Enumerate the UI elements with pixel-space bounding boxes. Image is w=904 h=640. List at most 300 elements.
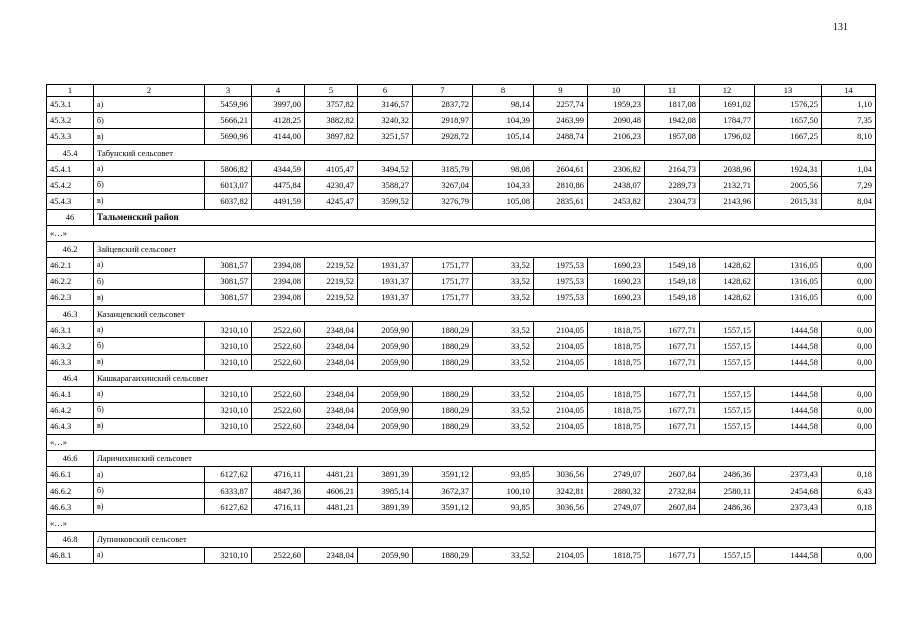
value-cell: 2522,60 bbox=[252, 402, 305, 418]
row-label: в) bbox=[94, 354, 205, 370]
value-cell: 33,52 bbox=[473, 290, 534, 306]
value-cell: 1549,18 bbox=[645, 290, 700, 306]
value-cell: 2348,04 bbox=[305, 547, 358, 563]
value-cell: 2164,73 bbox=[645, 161, 700, 177]
value-cell: 4344,59 bbox=[252, 161, 305, 177]
value-cell: 1818,75 bbox=[588, 547, 645, 563]
value-cell: 1677,71 bbox=[645, 386, 700, 402]
value-cell: 6013,07 bbox=[205, 177, 252, 193]
value-cell: 3891,39 bbox=[358, 467, 413, 483]
value-cell: 1677,71 bbox=[645, 547, 700, 563]
value-cell: 3210,10 bbox=[205, 547, 252, 563]
value-cell: 1880,29 bbox=[413, 402, 473, 418]
value-cell: 0,00 bbox=[822, 322, 876, 338]
value-cell: 2488,74 bbox=[534, 129, 588, 145]
row-label: б) bbox=[94, 177, 205, 193]
value-cell: 0,00 bbox=[822, 418, 876, 434]
column-number-header: 14 bbox=[822, 85, 876, 97]
value-cell: 1796,02 bbox=[700, 129, 755, 145]
value-cell: 1444,58 bbox=[755, 322, 822, 338]
value-cell: 93,85 bbox=[473, 499, 534, 515]
value-cell: 1316,05 bbox=[755, 290, 822, 306]
row-label: б) bbox=[94, 113, 205, 129]
value-cell: 1817,08 bbox=[645, 97, 700, 113]
value-cell: 1444,58 bbox=[755, 402, 822, 418]
value-cell: 3251,57 bbox=[358, 129, 413, 145]
value-cell: 1931,37 bbox=[358, 290, 413, 306]
value-cell: 2257,74 bbox=[534, 97, 588, 113]
row-label: в) bbox=[94, 290, 205, 306]
value-cell: 2348,04 bbox=[305, 386, 358, 402]
value-cell: 2219,52 bbox=[305, 257, 358, 273]
value-cell: 3146,57 bbox=[358, 97, 413, 113]
column-number-header: 13 bbox=[755, 85, 822, 97]
value-cell: 6127,62 bbox=[205, 499, 252, 515]
value-cell: 6127,62 bbox=[205, 467, 252, 483]
value-cell: 2104,05 bbox=[534, 386, 588, 402]
header-row bbox=[47, 85, 876, 97]
value-cell: 1657,50 bbox=[755, 113, 822, 129]
value-cell: 8,10 bbox=[822, 129, 876, 145]
value-cell: 4481,21 bbox=[305, 467, 358, 483]
district-row bbox=[47, 209, 876, 225]
value-cell: 4475,84 bbox=[252, 177, 305, 193]
omission-mark: «…» bbox=[47, 434, 876, 450]
section-title: Зайцевский сельсовет bbox=[94, 241, 876, 257]
value-cell: 1942,08 bbox=[645, 113, 700, 129]
value-cell: 2522,60 bbox=[252, 354, 305, 370]
row-code: 45.3.2 bbox=[47, 113, 94, 129]
row-code: 46.6.1 bbox=[47, 467, 94, 483]
value-cell: 1818,75 bbox=[588, 402, 645, 418]
row-label: а) bbox=[94, 257, 205, 273]
table-row bbox=[47, 274, 876, 290]
value-cell: 4105,47 bbox=[305, 161, 358, 177]
value-cell: 2880,32 bbox=[588, 483, 645, 499]
value-cell: 1316,05 bbox=[755, 257, 822, 273]
value-cell: 1880,29 bbox=[413, 322, 473, 338]
value-cell: 3036,56 bbox=[534, 467, 588, 483]
row-code: 46.8.1 bbox=[47, 547, 94, 563]
value-cell: 1818,75 bbox=[588, 386, 645, 402]
value-cell: 2348,04 bbox=[305, 402, 358, 418]
table-row bbox=[47, 113, 876, 129]
value-cell: 33,52 bbox=[473, 418, 534, 434]
value-cell: 33,52 bbox=[473, 354, 534, 370]
value-cell: 2837,72 bbox=[413, 97, 473, 113]
value-cell: 3494,52 bbox=[358, 161, 413, 177]
column-number-header: 12 bbox=[700, 85, 755, 97]
omission-row bbox=[47, 515, 876, 531]
table-row bbox=[47, 161, 876, 177]
value-cell: 5806,82 bbox=[205, 161, 252, 177]
row-label: в) bbox=[94, 129, 205, 145]
row-code: 45.4.2 bbox=[47, 177, 94, 193]
value-cell: 33,52 bbox=[473, 257, 534, 273]
value-cell: 1975,53 bbox=[534, 274, 588, 290]
value-cell: 6037,82 bbox=[205, 193, 252, 209]
value-cell: 3757,82 bbox=[305, 97, 358, 113]
value-cell: 2038,96 bbox=[700, 161, 755, 177]
value-cell: 2059,90 bbox=[358, 386, 413, 402]
section-title: Лупниковский сельсовет bbox=[94, 531, 876, 547]
value-cell: 2304,73 bbox=[645, 193, 700, 209]
value-cell: 0,00 bbox=[822, 290, 876, 306]
value-cell: 0,00 bbox=[822, 402, 876, 418]
value-cell: 2607,84 bbox=[645, 499, 700, 515]
value-cell: 2749,07 bbox=[588, 499, 645, 515]
row-code: 46.6.2 bbox=[47, 483, 94, 499]
value-cell: 2143,96 bbox=[700, 193, 755, 209]
row-code: 46.2.3 bbox=[47, 290, 94, 306]
value-cell: 1549,18 bbox=[645, 274, 700, 290]
omission-row bbox=[47, 225, 876, 241]
row-label: б) bbox=[94, 338, 205, 354]
value-cell: 1690,23 bbox=[588, 257, 645, 273]
value-cell: 1691,02 bbox=[700, 97, 755, 113]
value-cell: 3185,79 bbox=[413, 161, 473, 177]
value-cell: 1557,15 bbox=[700, 402, 755, 418]
value-cell: 1444,58 bbox=[755, 386, 822, 402]
value-cell: 3210,10 bbox=[205, 338, 252, 354]
value-cell: 3599,52 bbox=[358, 193, 413, 209]
value-cell: 33,52 bbox=[473, 402, 534, 418]
column-number-header: 8 bbox=[473, 85, 534, 97]
value-cell: 3672,37 bbox=[413, 483, 473, 499]
row-label: а) bbox=[94, 97, 205, 113]
value-cell: 2104,05 bbox=[534, 338, 588, 354]
value-cell: 2486,36 bbox=[700, 467, 755, 483]
value-cell: 3985,14 bbox=[358, 483, 413, 499]
value-cell: 1975,53 bbox=[534, 290, 588, 306]
value-cell: 2289,73 bbox=[645, 177, 700, 193]
value-cell: 2454,68 bbox=[755, 483, 822, 499]
table-row bbox=[47, 338, 876, 354]
column-number-header: 11 bbox=[645, 85, 700, 97]
value-cell: 1576,25 bbox=[755, 97, 822, 113]
value-cell: 2015,31 bbox=[755, 193, 822, 209]
value-cell: 1818,75 bbox=[588, 338, 645, 354]
row-code: 46.3.1 bbox=[47, 322, 94, 338]
value-cell: 1557,15 bbox=[700, 547, 755, 563]
value-cell: 4481,21 bbox=[305, 499, 358, 515]
value-cell: 3276,79 bbox=[413, 193, 473, 209]
row-code: 46.3.3 bbox=[47, 354, 94, 370]
value-cell: 3882,82 bbox=[305, 113, 358, 129]
value-cell: 2522,60 bbox=[252, 386, 305, 402]
district-code: 46 bbox=[47, 209, 94, 225]
value-cell: 1677,71 bbox=[645, 354, 700, 370]
section-code: 46.6 bbox=[47, 451, 94, 467]
value-cell: 1880,29 bbox=[413, 338, 473, 354]
value-cell: 105,14 bbox=[473, 129, 534, 145]
value-cell: 1880,29 bbox=[413, 354, 473, 370]
value-cell: 4716,11 bbox=[252, 467, 305, 483]
value-cell: 3210,10 bbox=[205, 386, 252, 402]
value-cell: 2522,60 bbox=[252, 418, 305, 434]
value-cell: 0,00 bbox=[822, 386, 876, 402]
section-row bbox=[47, 531, 876, 547]
value-cell: 1444,58 bbox=[755, 418, 822, 434]
value-cell: 1667,25 bbox=[755, 129, 822, 145]
value-cell: 105,08 bbox=[473, 193, 534, 209]
value-cell: 1444,58 bbox=[755, 338, 822, 354]
district-title: Тальменский район bbox=[94, 209, 876, 225]
value-cell: 7,35 bbox=[822, 113, 876, 129]
section-row bbox=[47, 241, 876, 257]
column-number-header: 5 bbox=[305, 85, 358, 97]
value-cell: 33,52 bbox=[473, 274, 534, 290]
value-cell: 2059,90 bbox=[358, 338, 413, 354]
value-cell: 2090,48 bbox=[588, 113, 645, 129]
section-row bbox=[47, 370, 876, 386]
value-cell: 2604,61 bbox=[534, 161, 588, 177]
row-code: 46.2.2 bbox=[47, 274, 94, 290]
tariff-table bbox=[46, 84, 876, 564]
column-number-header: 7 bbox=[413, 85, 473, 97]
value-cell: 2453,82 bbox=[588, 193, 645, 209]
row-label: а) bbox=[94, 322, 205, 338]
value-cell: 2059,90 bbox=[358, 547, 413, 563]
value-cell: 3081,57 bbox=[205, 274, 252, 290]
section-code: 46.2 bbox=[47, 241, 94, 257]
row-code: 46.3.2 bbox=[47, 338, 94, 354]
value-cell: 3588,27 bbox=[358, 177, 413, 193]
value-cell: 100,10 bbox=[473, 483, 534, 499]
value-cell: 4245,47 bbox=[305, 193, 358, 209]
row-code: 45.3.1 bbox=[47, 97, 94, 113]
value-cell: 2104,05 bbox=[534, 418, 588, 434]
value-cell: 3240,32 bbox=[358, 113, 413, 129]
value-cell: 0,18 bbox=[822, 499, 876, 515]
value-cell: 3997,00 bbox=[252, 97, 305, 113]
value-cell: 2104,05 bbox=[534, 547, 588, 563]
omission-mark: «…» bbox=[47, 225, 876, 241]
value-cell: 2106,23 bbox=[588, 129, 645, 145]
value-cell: 1880,29 bbox=[413, 386, 473, 402]
section-title: Ларичихинский сельсовет bbox=[94, 451, 876, 467]
value-cell: 2438,07 bbox=[588, 177, 645, 193]
table-row bbox=[47, 97, 876, 113]
value-cell: 33,52 bbox=[473, 338, 534, 354]
value-cell: 33,52 bbox=[473, 547, 534, 563]
value-cell: 1444,58 bbox=[755, 547, 822, 563]
section-code: 46.3 bbox=[47, 306, 94, 322]
column-number-header: 6 bbox=[358, 85, 413, 97]
value-cell: 2749,07 bbox=[588, 467, 645, 483]
table-row bbox=[47, 129, 876, 145]
table-row bbox=[47, 483, 876, 499]
column-number-header: 1 bbox=[47, 85, 94, 97]
value-cell: 1690,23 bbox=[588, 290, 645, 306]
value-cell: 1751,77 bbox=[413, 274, 473, 290]
value-cell: 2348,04 bbox=[305, 418, 358, 434]
value-cell: 2394,08 bbox=[252, 290, 305, 306]
value-cell: 1428,62 bbox=[700, 290, 755, 306]
value-cell: 1428,62 bbox=[700, 257, 755, 273]
value-cell: 1549,18 bbox=[645, 257, 700, 273]
value-cell: 0,00 bbox=[822, 274, 876, 290]
value-cell: 3591,12 bbox=[413, 499, 473, 515]
value-cell: 2306,82 bbox=[588, 161, 645, 177]
value-cell: 1428,62 bbox=[700, 274, 755, 290]
value-cell: 2348,04 bbox=[305, 322, 358, 338]
page-number: 131 bbox=[833, 22, 848, 33]
value-cell: 2059,90 bbox=[358, 354, 413, 370]
value-cell: 2219,52 bbox=[305, 274, 358, 290]
value-cell: 3897,82 bbox=[305, 129, 358, 145]
value-cell: 2522,60 bbox=[252, 322, 305, 338]
value-cell: 0,00 bbox=[822, 547, 876, 563]
value-cell: 1677,71 bbox=[645, 402, 700, 418]
row-label: б) bbox=[94, 402, 205, 418]
value-cell: 2607,84 bbox=[645, 467, 700, 483]
value-cell: 3210,10 bbox=[205, 402, 252, 418]
value-cell: 104,33 bbox=[473, 177, 534, 193]
value-cell: 1690,23 bbox=[588, 274, 645, 290]
table-row bbox=[47, 322, 876, 338]
value-cell: 1924,31 bbox=[755, 161, 822, 177]
value-cell: 2348,04 bbox=[305, 338, 358, 354]
row-code: 46.2.1 bbox=[47, 257, 94, 273]
value-cell: 4230,47 bbox=[305, 177, 358, 193]
value-cell: 2373,43 bbox=[755, 499, 822, 515]
table-row bbox=[47, 193, 876, 209]
table-row bbox=[47, 418, 876, 434]
value-cell: 1677,71 bbox=[645, 322, 700, 338]
value-cell: 2373,43 bbox=[755, 467, 822, 483]
value-cell: 3210,10 bbox=[205, 322, 252, 338]
value-cell: 4128,25 bbox=[252, 113, 305, 129]
value-cell: 1444,58 bbox=[755, 354, 822, 370]
table-row bbox=[47, 177, 876, 193]
value-cell: 2394,08 bbox=[252, 274, 305, 290]
value-cell: 1557,15 bbox=[700, 418, 755, 434]
value-cell: 2005,56 bbox=[755, 177, 822, 193]
value-cell: 3081,57 bbox=[205, 257, 252, 273]
row-code: 45.3.3 bbox=[47, 129, 94, 145]
row-code: 46.6.3 bbox=[47, 499, 94, 515]
column-number-header: 2 bbox=[94, 85, 205, 97]
value-cell: 4606,21 bbox=[305, 483, 358, 499]
value-cell: 98,08 bbox=[473, 161, 534, 177]
value-cell: 2132,71 bbox=[700, 177, 755, 193]
value-cell: 1931,37 bbox=[358, 257, 413, 273]
row-code: 46.4.2 bbox=[47, 402, 94, 418]
section-code: 45.4 bbox=[47, 145, 94, 161]
value-cell: 2580,11 bbox=[700, 483, 755, 499]
value-cell: 6333,87 bbox=[205, 483, 252, 499]
section-title: Табунский сельсовет bbox=[94, 145, 876, 161]
row-label: а) bbox=[94, 547, 205, 563]
value-cell: 1557,15 bbox=[700, 338, 755, 354]
value-cell: 3210,10 bbox=[205, 418, 252, 434]
value-cell: 0,00 bbox=[822, 257, 876, 273]
value-cell: 1957,08 bbox=[645, 129, 700, 145]
value-cell: 5666,21 bbox=[205, 113, 252, 129]
column-number-header: 9 bbox=[534, 85, 588, 97]
column-number-header: 4 bbox=[252, 85, 305, 97]
table-row bbox=[47, 354, 876, 370]
table-row bbox=[47, 402, 876, 418]
table-row bbox=[47, 290, 876, 306]
value-cell: 1975,53 bbox=[534, 257, 588, 273]
value-cell: 2486,36 bbox=[700, 499, 755, 515]
value-cell: 1316,05 bbox=[755, 274, 822, 290]
value-cell: 4716,11 bbox=[252, 499, 305, 515]
value-cell: 2522,60 bbox=[252, 338, 305, 354]
value-cell: 3591,12 bbox=[413, 467, 473, 483]
value-cell: 0,18 bbox=[822, 467, 876, 483]
value-cell: 104,39 bbox=[473, 113, 534, 129]
value-cell: 1557,15 bbox=[700, 354, 755, 370]
value-cell: 2928,72 bbox=[413, 129, 473, 145]
value-cell: 0,00 bbox=[822, 354, 876, 370]
value-cell: 1784,77 bbox=[700, 113, 755, 129]
value-cell: 2104,05 bbox=[534, 402, 588, 418]
value-cell: 1818,75 bbox=[588, 322, 645, 338]
value-cell: 1677,71 bbox=[645, 338, 700, 354]
row-label: а) bbox=[94, 467, 205, 483]
column-number-header: 10 bbox=[588, 85, 645, 97]
value-cell: 3267,04 bbox=[413, 177, 473, 193]
row-label: в) bbox=[94, 418, 205, 434]
table-row bbox=[47, 257, 876, 273]
value-cell: 3081,57 bbox=[205, 290, 252, 306]
value-cell: 3036,56 bbox=[534, 499, 588, 515]
value-cell: 33,52 bbox=[473, 322, 534, 338]
omission-row bbox=[47, 434, 876, 450]
value-cell: 1677,71 bbox=[645, 418, 700, 434]
value-cell: 2732,84 bbox=[645, 483, 700, 499]
value-cell: 1751,77 bbox=[413, 257, 473, 273]
value-cell: 2104,05 bbox=[534, 322, 588, 338]
value-cell: 1,04 bbox=[822, 161, 876, 177]
value-cell: 2104,05 bbox=[534, 354, 588, 370]
value-cell: 5690,96 bbox=[205, 129, 252, 145]
value-cell: 4491,59 bbox=[252, 193, 305, 209]
section-code: 46.4 bbox=[47, 370, 94, 386]
value-cell: 3242,81 bbox=[534, 483, 588, 499]
value-cell: 2463,99 bbox=[534, 113, 588, 129]
table-row bbox=[47, 467, 876, 483]
section-row bbox=[47, 306, 876, 322]
value-cell: 2059,90 bbox=[358, 322, 413, 338]
row-label: б) bbox=[94, 274, 205, 290]
table-row bbox=[47, 386, 876, 402]
value-cell: 1818,75 bbox=[588, 418, 645, 434]
row-label: в) bbox=[94, 193, 205, 209]
value-cell: 7,29 bbox=[822, 177, 876, 193]
value-cell: 5459,96 bbox=[205, 97, 252, 113]
row-label: в) bbox=[94, 499, 205, 515]
table-row bbox=[47, 499, 876, 515]
value-cell: 1880,29 bbox=[413, 418, 473, 434]
value-cell: 1880,29 bbox=[413, 547, 473, 563]
table-row bbox=[47, 547, 876, 563]
value-cell: 4847,36 bbox=[252, 483, 305, 499]
value-cell: 1,10 bbox=[822, 97, 876, 113]
value-cell: 98,14 bbox=[473, 97, 534, 113]
row-code: 45.4.3 bbox=[47, 193, 94, 209]
row-label: а) bbox=[94, 386, 205, 402]
value-cell: 1557,15 bbox=[700, 386, 755, 402]
value-cell: 93,85 bbox=[473, 467, 534, 483]
row-code: 45.4.1 bbox=[47, 161, 94, 177]
value-cell: 2348,04 bbox=[305, 354, 358, 370]
value-cell: 4144,00 bbox=[252, 129, 305, 145]
value-cell: 2219,52 bbox=[305, 290, 358, 306]
